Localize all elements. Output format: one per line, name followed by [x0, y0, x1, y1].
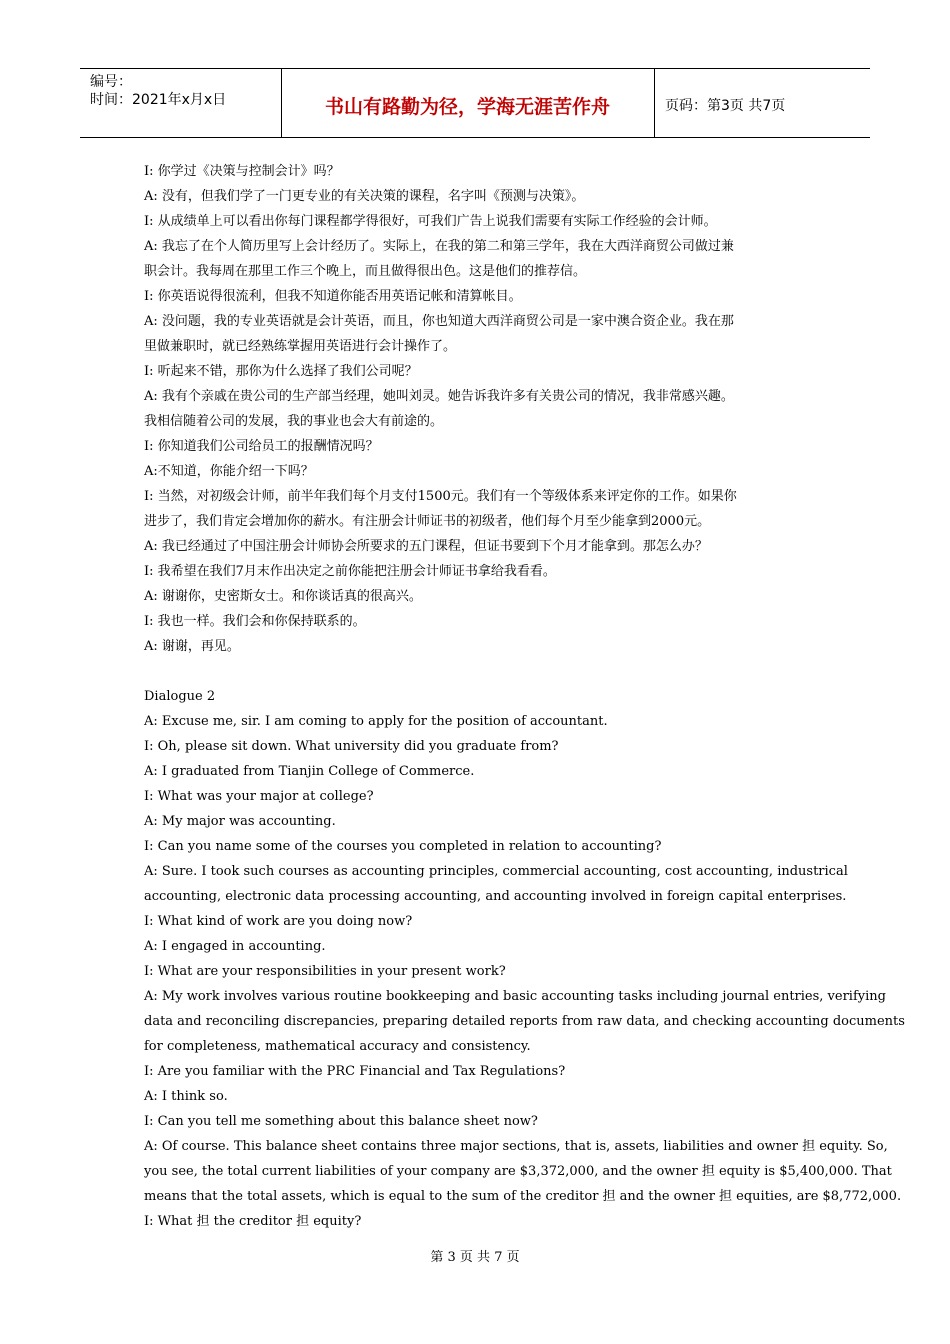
dialogue-line: 进步了，我们肯定会增加你的薪水。有注册会计师证书的初级者，他们每个月至少能拿到2000元。	[144, 514, 711, 529]
dialogue-line: I: 你知道我们公司给员工的报酬情况吗？	[144, 439, 379, 454]
dialogue-line: A: 谢谢，再见。	[144, 639, 240, 654]
dialogue-line: A: Excuse me, sir. I am coming to apply for the position of accountant.	[144, 714, 608, 729]
dialogue-line: I: Oh, please sit down. What university did you graduate from?	[144, 739, 559, 754]
dialogue-line: I: 当然，对初级会计师，前半年我们每个月支付1500元。我们有一个等级体系来评定你的工作。如果你	[144, 489, 737, 504]
dialogue-line: I: 从成绩单上可以看出你每门课程都学得很好，可我们广告上说我们需要有实际工作经验的会计师。	[144, 214, 717, 229]
section-heading: Dialogue 2	[144, 689, 216, 704]
dialogue-line: you see, the total current liabilities of your company are $3,372,000, and the owner 担 equity is $5,400,000. That	[144, 1164, 892, 1179]
header-meta-cell	[80, 69, 282, 137]
dialogue-line: A:不知道，你能介绍一下吗？	[144, 464, 314, 479]
dialogue-line: 职会计。我每周在那里工作三个晚上，而且做得很出色。这是他们的推荐信。	[144, 264, 587, 279]
dialogue-line: A: 我已经通过了中国注册会计师协会所要求的五门课程，但证书要到下个月才能拿到。那怎么办？	[144, 539, 708, 554]
header-page-cell	[655, 69, 870, 137]
dialogue-line: I: 你英语说得很流利，但我不知道你能否用英语记帐和清算帐目。	[144, 289, 522, 304]
dialogue-line: A: I graduated from Tianjin College of Commerce.	[144, 764, 475, 779]
dialogue-line: A: Sure. I took such courses as accounting principles, commercial accounting, cost accounting, industrical	[144, 864, 848, 879]
dialogue-line: I: What are your responsibilities in your present work?	[144, 964, 506, 979]
header-page-number: 页码：第3页 共7页	[665, 98, 786, 114]
dialogue-line: A: 我有个亲戚在贵公司的生产部当经理，她叫刘灵。她告诉我许多有关贵公司的情况，我非常感兴趣。	[144, 389, 734, 404]
dialogue-line: I: Are you familiar with the PRC Financial and Tax Regulations?	[144, 1064, 566, 1079]
dialogue-line: 里做兼职时，就已经熟练掌握用英语进行会计操作了。	[144, 339, 457, 354]
dialogue-line: I: 我也一样。我们会和你保持联系的。	[144, 614, 366, 629]
dialogue-line: A: 没问题，我的专业英语就是会计英语，而且，你也知道大西洋商贸公司是一家中澳合资企业。我在那	[144, 314, 734, 329]
dialogue-line: for completeness, mathematical accuracy and consistency.	[144, 1039, 531, 1054]
dialogue-line: I: 你学过《决策与控制会计》吗？	[144, 164, 340, 179]
dialogue-line: A: I engaged in accounting.	[144, 939, 326, 954]
dialogue-line: A: 谢谢你，史密斯女士。和你谈话真的很高兴。	[144, 589, 422, 604]
page-header	[80, 68, 870, 138]
dialogue-line: I: 我希望在我们7月末作出决定之前你能把注册会计师证书拿给我看看。	[144, 564, 556, 579]
dialogue-line: 我相信随着公司的发展，我的事业也会大有前途的。	[144, 414, 444, 429]
dialogue-line: A: My work involves various routine bookkeeping and basic accounting tasks including journal entries, verifying	[144, 989, 886, 1004]
dialogue-line: means that the total assets, which is equal to the sum of the creditor 担 and the owner 担 equities, are $8,772,000.	[144, 1189, 902, 1204]
dialogue-line: I: What kind of work are you doing now?	[144, 914, 413, 929]
dialogue-line: I: Can you name some of the courses you completed in relation to accounting?	[144, 839, 662, 854]
dialogue-line: I: 听起来不错，那你为什么选择了我们公司呢？	[144, 364, 418, 379]
dialogue-line: A: 没有，但我们学了一门更专业的有关决策的课程，名字叫《预测与决策》。	[144, 189, 585, 204]
dialogue-line: A: 我忘了在个人简历里写上会计经历了。实际上，在我的第二和第三学年，我在大西洋商贸公司做过兼	[144, 239, 734, 254]
dialogue-line: I: What 担 the creditor 担 equity?	[144, 1214, 362, 1229]
document-date: 时间：2021年x月x日	[90, 92, 227, 108]
dialogue-line: I: What was your major at college?	[144, 789, 374, 804]
header-motto-cell	[281, 69, 655, 137]
dialogue-line: A: I think so.	[144, 1089, 228, 1104]
document-number-label: 编号：	[90, 74, 132, 90]
dialogue-line: A: My major was accounting.	[144, 814, 336, 829]
blank-line	[144, 659, 805, 684]
dialogue-line: accounting, electronic data processing accounting, and accounting involved in foreign capital enterprises.	[144, 889, 847, 904]
page-footer: 第 3 页 共 7 页	[430, 1250, 520, 1265]
dialogue-line: I: Can you tell me something about this balance sheet now?	[144, 1114, 538, 1129]
dialogue-line: data and reconciling discrepancies, preparing detailed reports from raw data, and checking accounting documents	[144, 1014, 905, 1029]
dialogue-line: A: Of course. This balance sheet contains three major sections, that is, assets, liabilities and owner 担 equity. So,	[144, 1139, 888, 1154]
header-motto: 书山有路勤为径，学海无涯苦作舟	[324, 96, 610, 118]
dialogue-body	[144, 159, 905, 1234]
